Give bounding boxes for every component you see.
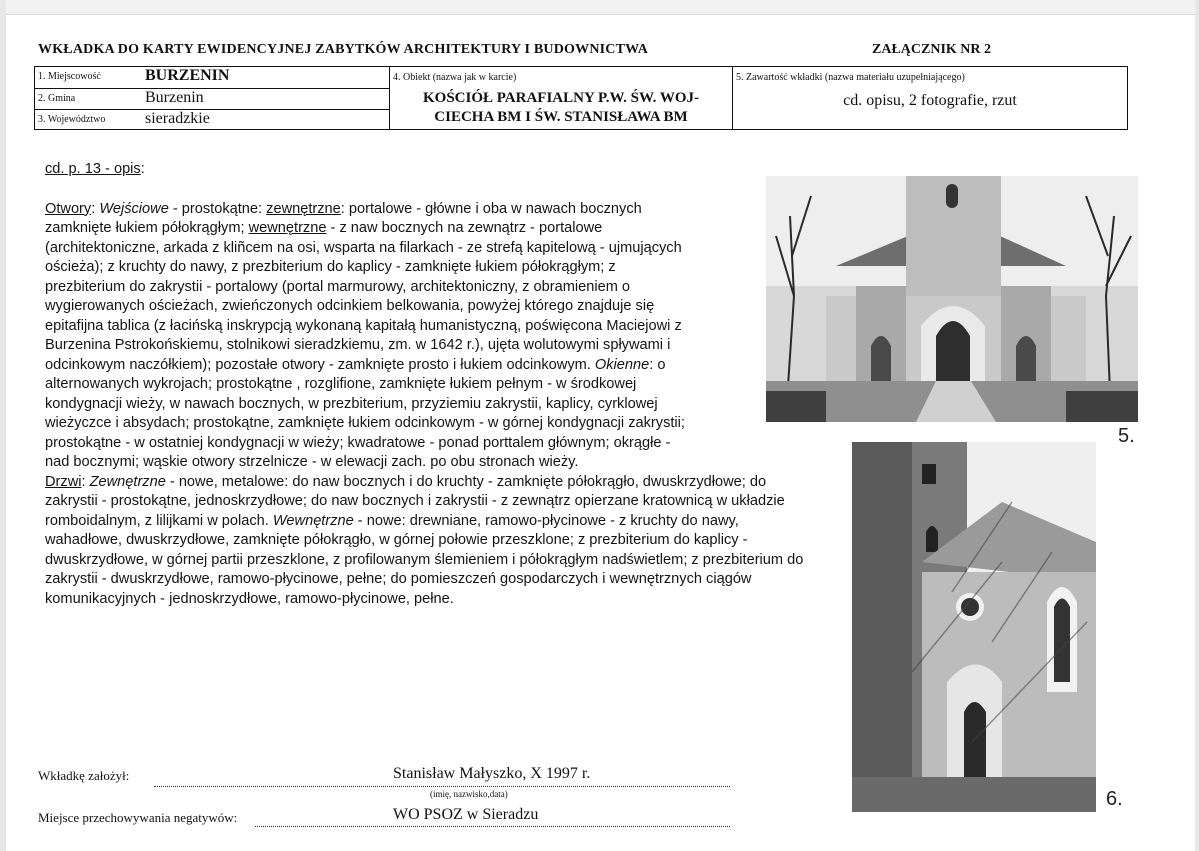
paragraph-otwory (45, 200, 695, 473)
otwory-text-5: : o alternowanych wykrojach; prostokątne , rozglifione, zamknięte łukiem pełnym - w środkowej kondygnacji wieży, w nawach bocznych, w prezbiterium, przyziemiu zakrystii, kaplicy, cyrklowej wieżyczce i absydach; prostokątne, zamknięte łukiem odcinkowym - w górnej kondygnacji zakrystii; prostokątne - w ostatniej kondygnacji w wieży; kwadratowe - ponad porttalem głównym; okrągłe - nad bocznymi; wąskie otwory strzelnicze - w elewacji zach. po obu stronach wieży. (45, 356, 685, 470)
otwory-text-1: : (91, 200, 100, 217)
drzwi-text-3: - nowe: drewniane, ramowo-płycinowe - z kruchty do nawy, wahadłowe, dwuskrzydłowe, zamknięte półokrągło, w górnej połowie przeszklone; z prezbiterium do kaplicy - dwuskrzydłowe, w górnej partii przeszklone, z profilowanym ślemieniem i półokrągłym nadświetlem; z prezbiterium do zakrystii - dwuskrzydłowe, ramowo-płycinowe, pełne; do pomieszczeń gospodarczych i wewnętrznych ciągów komunikacyjnych - jednoskrzydłowe, ramowo-płycinowe, pełne. (45, 512, 804, 607)
commune-label: 2. Gmina (38, 93, 76, 104)
okienne-label: Okienne (594, 356, 650, 373)
voivodeship-row (35, 109, 389, 131)
negatives-dotted-line (255, 826, 730, 827)
drzwi-zewnetrzne-label: Zewnętrzne (89, 473, 166, 490)
header-form-table (34, 66, 1128, 130)
document-title: WKŁADKA DO KARTY EWIDENCYJNEJ ZABYTKÓW ARCHITEKTURY I BUDOWNICTWA (38, 42, 649, 57)
drzwi-text-1: : (81, 473, 90, 490)
section-colon: : (140, 161, 145, 177)
voivodeship-value: sieradzkie (145, 110, 210, 127)
description-text (45, 160, 805, 609)
scan-edge-right (1195, 0, 1199, 851)
location-value: BURZENIN (145, 67, 230, 84)
author-dotted-line (154, 786, 730, 787)
contents-column (733, 67, 1127, 129)
drzwi-label: Drzwi (45, 473, 82, 490)
negatives-value: WO PSOZ w Sieradzu (393, 806, 539, 823)
drzwi-text-2: - nowe, metalowe: do naw bocznych i do kruchty - zamknięte półokrągło, dwuskrzydłowe; do zakrystii - prostokątne, jednoskrzydłowe; do naw bocznych i zakrystii - z zewnątrz opierzane kratownicą w układzie romboidalnym, z lilijkami w polach. (45, 473, 785, 529)
drzwi-wewnetrzne-label: Wewnętrzne (272, 512, 354, 529)
commune-row (35, 88, 389, 110)
attachment-number: ZAŁĄCZNIK NR 2 (872, 42, 992, 57)
otwory-text-3: : portalowe - główne i oba w nawach bocznych zamknięte łukiem półokrągłym; (45, 200, 642, 236)
photo-1-number: 5. (1118, 425, 1135, 447)
author-label: Wkładkę założył: (38, 768, 130, 783)
scan-edge-top (0, 0, 1199, 15)
contents-value: cd. opisu, 2 fotografie, rzut (843, 92, 1017, 109)
location-column (35, 67, 390, 129)
location-row (35, 67, 389, 88)
scan-edge-left (0, 0, 6, 851)
otwory-text-2: - prostokątne: (168, 200, 267, 217)
object-name-line-1: KOŚCIÓŁ PARAFIALNY P.W. ŚW. WOJ- (422, 90, 700, 106)
author-field-note: (imię, nazwisko,data) (430, 789, 508, 799)
contents-label: 5. Zawartość wkładki (nazwa materiału uzupełniającego) (736, 72, 965, 83)
wewnetrzne-label: wewnętrzne (248, 220, 327, 236)
section-heading (45, 160, 805, 180)
wejsciowe-label: Wejściowe (99, 200, 169, 217)
location-label: 1. Miejscowość (38, 71, 101, 82)
negatives-label: Miejsce przechowywania negatywów: (38, 810, 238, 825)
voivodeship-label: 3. Województwo (38, 114, 106, 125)
otwory-label: Otwory (45, 200, 92, 217)
paragraph-drzwi (45, 473, 805, 610)
photo-2-number: 6. (1106, 788, 1123, 810)
author-value: Stanisław Małyszko, X 1997 r. (393, 765, 591, 782)
object-column (390, 67, 733, 129)
otwory-text-4: - z naw bocznych na zewnątrz - portalowe (architektoniczne, arkada z kliñcem na osi, wsparta na filarkach - ze strefą kapitelową - ujmujących ościeża); z kruchty do nawy, z prezbiterium do kaplicy - zamknięte łukiem półokrągłym; z prezbiterium do zakrystii - portalowy (portal marmurowy, architektoniczny, z obramieniem o wygierowanych ościeżach, zwieńczonych odcinkiem belkowania, powyżej którego znajduje się epitafijna tablica (z łacińską inskrypcją wykonaną kapitałą humanistyczną, poświęcona Maciejowi z Burzenina Pstrokońskiemu, stolnikowi sieradzkiemu, zm. w 1642 r.), ujęta wolutowymi spływami i odcinkowym naczółkiem); pozostałe otwory - zamknięte prosto i łukiem odcinkowym. (45, 220, 682, 373)
commune-value: Burzenin (145, 89, 204, 106)
section-title: cd. p. 13 - opis (45, 161, 141, 177)
photo-church-gate (766, 176, 1138, 422)
zewnetrzne-label: zewnętrzne (266, 200, 341, 217)
object-label: 4. Obiekt (nazwa jak w karcie) (393, 72, 517, 83)
photo-church-side (852, 442, 1096, 812)
object-name-line-2: CIECHA BM I ŚW. STANISŁAWA BM (434, 109, 688, 125)
object-name (390, 89, 732, 127)
